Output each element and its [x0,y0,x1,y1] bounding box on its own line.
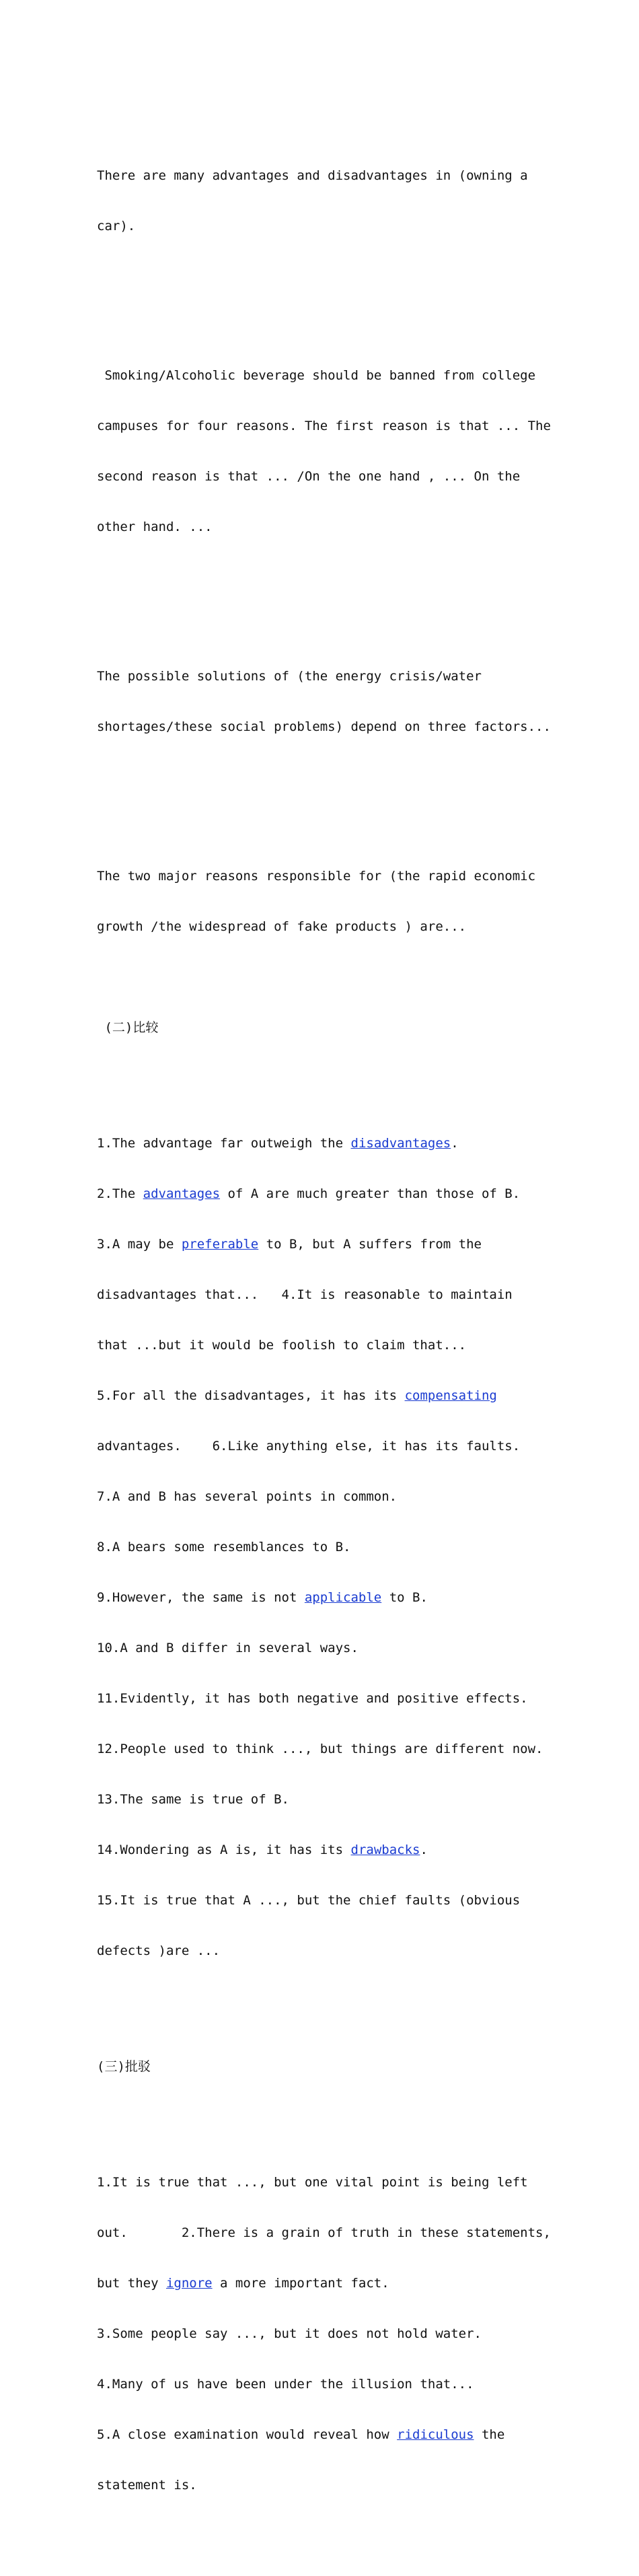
list-item: defects )are ... [97,1943,221,1958]
list-item: out. 2.There is a grain of truth in these statements, [97,2225,551,2240]
text-line: second reason is that ... /On the one hand , ... On the [97,469,521,484]
link-applicable[interactable]: applicable [304,1590,382,1605]
text-line: other hand. ... [97,520,213,534]
list-item: 13.The same is true of B. [97,1792,289,1807]
list-item: advantages. 6.Like anything else, it has its faults. [97,1439,521,1454]
paragraph-smoking-ban [97,334,554,569]
link-disadvantages[interactable]: disadvantages [350,1136,451,1151]
link-advantages[interactable]: advantages [143,1186,221,1201]
link-drawbacks[interactable]: drawbacks [350,1842,420,1857]
document-body [97,83,554,2576]
text-line: Smoking/Alcoholic beverage should be banned from college [97,368,536,383]
list-item: 3.A may be preferable to B, but A suffers from the [97,1237,482,1252]
list-item: but they ignore a more important fact. [97,2276,389,2291]
link-compensating[interactable]: compensating [404,1388,497,1403]
refutation-list [97,2141,554,2528]
paragraph-owning-car [97,134,554,269]
section-heading-refutation: (三)批驳 [97,2059,151,2074]
text-line: growth /the widespread of fake products ) are... [97,919,467,934]
text-line: shortages/these social problems) depend on three factors... [97,719,551,734]
text-line: The two major reasons responsible for (the rapid economic [97,869,536,884]
list-item: 5.A close examination would reveal how ridiculous the [97,2427,505,2442]
list-item: 10.A and B differ in several ways. [97,1641,359,1655]
list-item: 7.A and B has several points in common. [97,1489,398,1504]
list-item: statement is. [97,2478,197,2493]
section-heading-comparison: (二)比较 [97,1020,159,1035]
text-line: There are many advantages and disadvantages in (owning a [97,168,528,183]
list-item: 1.The advantage far outweigh the disadvantages. [97,1136,459,1151]
text-line: The possible solutions of (the energy crisis/water [97,669,482,684]
list-item: 15.It is true that A ..., but the chief faults (obvious [97,1893,521,1908]
list-item: that ...but it would be foolish to claim that... [97,1338,467,1353]
link-preferable[interactable]: preferable [181,1237,259,1252]
comparison-list [97,1102,554,1993]
list-item: 12.People used to think ..., but things are different now. [97,1742,543,1756]
list-item: 2.The advantages of A are much greater than those of B. [97,1186,521,1201]
list-item: disadvantages that... 4.It is reasonable to maintain [97,1287,513,1302]
list-item: 14.Wondering as A is, it has its drawbacks. [97,1842,428,1857]
list-item: 8.A bears some resemblances to B. [97,1540,351,1554]
list-item: 9.However, the same is not applicable to B. [97,1590,428,1605]
list-item: 3.Some people say ..., but it does not hold water. [97,2326,482,2341]
list-item: 11.Evidently, it has both negative and positive effects. [97,1691,528,1706]
list-item: 5.For all the disadvantages, it has its compensating [97,1388,497,1403]
paragraph-major-reasons [97,834,554,969]
paragraph-solutions [97,635,554,769]
list-item: 4.Many of us have been under the illusion that... [97,2377,474,2392]
text-line: car). [97,219,136,234]
text-line: campuses for four reasons. The first reason is that ... The [97,419,551,433]
list-item: 1.It is true that ..., but one vital point is being left [97,2175,528,2190]
link-ridiculous[interactable]: ridiculous [397,2427,474,2442]
link-ignore[interactable]: ignore [165,2276,213,2291]
